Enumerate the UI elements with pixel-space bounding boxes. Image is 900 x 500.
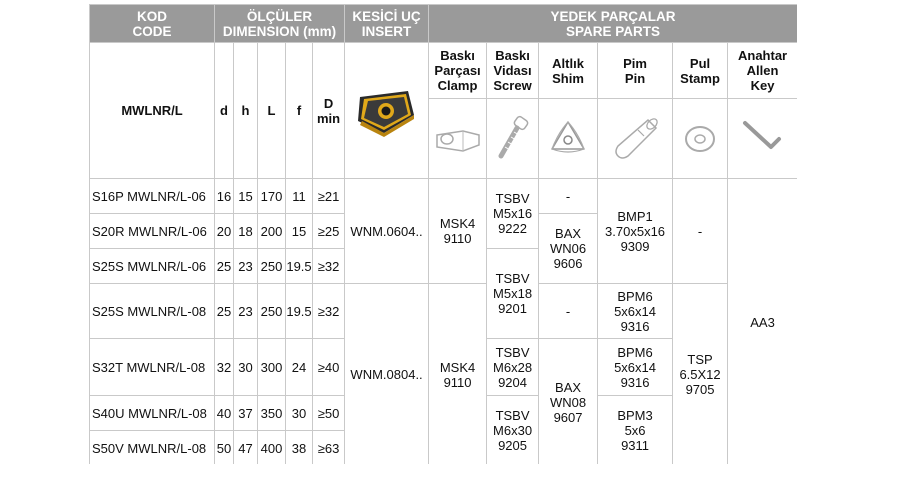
col-d: d bbox=[215, 43, 234, 179]
clamp-08-no: 9110 bbox=[443, 374, 472, 390]
insert-header-en: INSERT bbox=[361, 23, 412, 39]
insert-image-cell bbox=[345, 43, 429, 179]
screw-d bbox=[487, 396, 539, 465]
screw-icon bbox=[493, 114, 533, 164]
shim-a-3: 9606 bbox=[553, 256, 583, 271]
spare-parts-table bbox=[89, 4, 797, 464]
screw-d-2: M6x30 bbox=[493, 423, 533, 438]
row-h: 30 bbox=[234, 339, 258, 396]
shim-icon-cell bbox=[539, 99, 598, 179]
pin-a-3: 9309 bbox=[620, 238, 650, 254]
row-code: S40U MWLNR/L-08 bbox=[90, 396, 215, 431]
pin-d-3: 9311 bbox=[621, 438, 650, 453]
row-L: 300 bbox=[258, 339, 286, 396]
spare-parts-table-panel bbox=[89, 4, 797, 464]
col-shim bbox=[539, 43, 598, 99]
row-D: ≥32 bbox=[313, 249, 345, 284]
shim-b bbox=[539, 339, 598, 465]
col-stamp-l2: Stamp bbox=[680, 70, 720, 86]
shim-a-1: BAX bbox=[555, 226, 582, 241]
col-stamp bbox=[673, 43, 728, 99]
row-h: 23 bbox=[234, 284, 258, 339]
row-L: 250 bbox=[258, 284, 286, 339]
row-d: 16 bbox=[215, 179, 234, 214]
screw-c bbox=[487, 339, 539, 396]
shim-a-2: WN06 bbox=[549, 241, 587, 256]
clamp-08-name: MSK4 bbox=[439, 359, 476, 375]
screw-a-2: M5x16 bbox=[493, 206, 533, 221]
washer-icon-cell bbox=[673, 99, 728, 179]
row-h: 18 bbox=[234, 214, 258, 249]
row-h: 47 bbox=[234, 431, 258, 465]
shim-dash-2: - bbox=[539, 284, 598, 339]
allen-key-icon-cell bbox=[728, 99, 797, 179]
code-header-en: CODE bbox=[132, 23, 172, 39]
row-code: S32T MWLNR/L-08 bbox=[90, 339, 215, 396]
pin-c-2: 5x6x14 bbox=[614, 359, 656, 375]
pin-d-1: BPM3 bbox=[617, 408, 653, 423]
row-h: 23 bbox=[234, 249, 258, 284]
pin-d-2: 5x6 bbox=[624, 423, 646, 438]
row-D: ≥32 bbox=[313, 284, 345, 339]
row-D: ≥21 bbox=[313, 179, 345, 214]
col-clamp-l2: Parçası bbox=[434, 63, 481, 78]
pin-a-1: BMP1 bbox=[617, 208, 653, 224]
screw-a-3: 9222 bbox=[498, 221, 527, 236]
code-header bbox=[90, 5, 215, 43]
dimension-header-en: DIMENSION (mm) bbox=[222, 23, 337, 39]
col-key-l1: Anahtar bbox=[737, 48, 788, 63]
col-D-min bbox=[313, 43, 345, 179]
screw-c-2: M6x28 bbox=[493, 359, 533, 375]
screw-d-3: 9205 bbox=[498, 438, 527, 453]
col-key bbox=[728, 43, 797, 99]
shim-b-1: BAX bbox=[555, 379, 582, 395]
col-h: h bbox=[234, 43, 258, 179]
row-L: 250 bbox=[258, 249, 286, 284]
insert-icon bbox=[354, 85, 420, 137]
row-d: 32 bbox=[215, 339, 234, 396]
spare-parts-header-en: SPARE PARTS bbox=[566, 23, 661, 39]
insert-header-tr: KESİCİ UÇ bbox=[352, 8, 421, 24]
pin-a bbox=[598, 179, 673, 284]
row-d: 25 bbox=[215, 284, 234, 339]
row-D: ≥25 bbox=[313, 214, 345, 249]
screw-a-1: TSBV bbox=[495, 191, 530, 206]
col-key-l2: Allen bbox=[746, 63, 779, 78]
dimension-header bbox=[215, 5, 345, 43]
screw-b-3: 9201 bbox=[498, 301, 527, 316]
row-L: 200 bbox=[258, 214, 286, 249]
pin-d bbox=[598, 396, 673, 465]
header-row bbox=[90, 5, 798, 43]
screw-b-2: M5x18 bbox=[493, 286, 533, 301]
washer-icon bbox=[682, 121, 718, 157]
row-d: 50 bbox=[215, 431, 234, 465]
col-shim-l1: Altlık bbox=[552, 55, 584, 71]
row-f: 19.5 bbox=[286, 249, 313, 284]
clamp-06-name: MSK4 bbox=[439, 216, 476, 231]
col-pin-l2: Pin bbox=[624, 70, 646, 86]
row-h: 37 bbox=[234, 396, 258, 431]
screw-c-3: 9204 bbox=[498, 374, 527, 390]
row-D: ≥63 bbox=[313, 431, 345, 465]
clamp-06 bbox=[429, 179, 487, 284]
shim-b-2: WN08 bbox=[549, 394, 587, 410]
pin-b-3: 9316 bbox=[620, 318, 650, 334]
col-pin bbox=[598, 43, 673, 99]
pin-a-2: 3.70x5x16 bbox=[605, 223, 666, 239]
col-stamp-l1: Pul bbox=[689, 55, 711, 71]
row-d: 25 bbox=[215, 249, 234, 284]
col-screw-l1: Baskı bbox=[495, 48, 530, 63]
pin-b bbox=[598, 284, 673, 339]
allen-key-icon bbox=[741, 117, 785, 161]
col-D-label: D bbox=[323, 95, 334, 111]
screw-icon-cell bbox=[487, 99, 539, 179]
screw-b bbox=[487, 249, 539, 339]
insert-08: WNM.0804.. bbox=[345, 284, 429, 465]
row-code: S20R MWLNR/L-06 bbox=[90, 214, 215, 249]
clamp-icon bbox=[433, 121, 483, 157]
pin-icon bbox=[610, 114, 660, 164]
pin-b-1: BPM6 bbox=[617, 288, 653, 304]
col-screw-l3: Screw bbox=[493, 78, 532, 93]
row-f: 24 bbox=[286, 339, 313, 396]
clamp-06-no: 9110 bbox=[443, 231, 472, 246]
col-pin-l1: Pim bbox=[623, 55, 647, 71]
row-f: 11 bbox=[286, 179, 313, 214]
row-code: S16P MWLNR/L-06 bbox=[90, 179, 215, 214]
pin-c-3: 9316 bbox=[620, 374, 650, 390]
dimension-header-tr: ÖLÇÜLER bbox=[246, 8, 313, 24]
shim-dash-1: - bbox=[539, 179, 598, 214]
col-min-label: min bbox=[316, 110, 341, 126]
shim-a bbox=[539, 214, 598, 284]
col-screw bbox=[487, 43, 539, 99]
row-f: 19.5 bbox=[286, 284, 313, 339]
subheader-row bbox=[90, 43, 798, 99]
clamp-icon-cell bbox=[429, 99, 487, 179]
col-key-l3: Key bbox=[750, 78, 775, 93]
row-d: 20 bbox=[215, 214, 234, 249]
table-row bbox=[90, 284, 798, 339]
row-d: 40 bbox=[215, 396, 234, 431]
col-L: L bbox=[258, 43, 286, 179]
row-code: S25S MWLNR/L-08 bbox=[90, 284, 215, 339]
shim-icon bbox=[548, 119, 588, 159]
col-shim-l2: Shim bbox=[552, 70, 584, 86]
stamp-a-3: 9705 bbox=[685, 382, 715, 397]
pin-c-1: BPM6 bbox=[617, 344, 653, 360]
col-clamp-l1: Baskı bbox=[440, 48, 475, 63]
row-f: 30 bbox=[286, 396, 313, 431]
code-header-tr: KOD bbox=[137, 8, 167, 24]
row-D: ≥40 bbox=[313, 339, 345, 396]
row-D: ≥50 bbox=[313, 396, 345, 431]
col-clamp bbox=[429, 43, 487, 99]
row-L: 350 bbox=[258, 396, 286, 431]
screw-c-1: TSBV bbox=[495, 344, 530, 360]
stamp-dash: - bbox=[673, 179, 728, 284]
screw-d-1: TSBV bbox=[495, 408, 530, 423]
pin-b-2: 5x6x14 bbox=[614, 303, 656, 319]
col-f: f bbox=[286, 43, 313, 179]
insert-header bbox=[345, 5, 429, 43]
table-row bbox=[90, 179, 798, 214]
spare-parts-header bbox=[429, 5, 797, 43]
row-L: 400 bbox=[258, 431, 286, 465]
row-code: S25S MWLNR/L-06 bbox=[90, 249, 215, 284]
stamp-a bbox=[673, 284, 728, 465]
row-f: 38 bbox=[286, 431, 313, 465]
screw-a bbox=[487, 179, 539, 249]
stamp-a-2: 6.5X12 bbox=[679, 367, 721, 382]
col-clamp-l3: Clamp bbox=[437, 78, 478, 93]
screw-b-1: TSBV bbox=[495, 271, 530, 286]
stamp-a-1: TSP bbox=[687, 352, 713, 367]
row-code: S50V MWLNR/L-08 bbox=[90, 431, 215, 465]
pin-icon-cell bbox=[598, 99, 673, 179]
col-screw-l2: Vidası bbox=[493, 63, 532, 78]
allen-key-value: AA3 bbox=[728, 179, 797, 465]
row-f: 15 bbox=[286, 214, 313, 249]
insert-06: WNM.0604.. bbox=[345, 179, 429, 284]
clamp-08 bbox=[429, 284, 487, 465]
row-h: 15 bbox=[234, 179, 258, 214]
spare-parts-header-tr: YEDEK PARÇALAR bbox=[550, 8, 676, 24]
row-L: 170 bbox=[258, 179, 286, 214]
shim-b-3: 9607 bbox=[553, 409, 583, 425]
model-label: MWLNR/L bbox=[90, 43, 215, 179]
pin-c bbox=[598, 339, 673, 396]
